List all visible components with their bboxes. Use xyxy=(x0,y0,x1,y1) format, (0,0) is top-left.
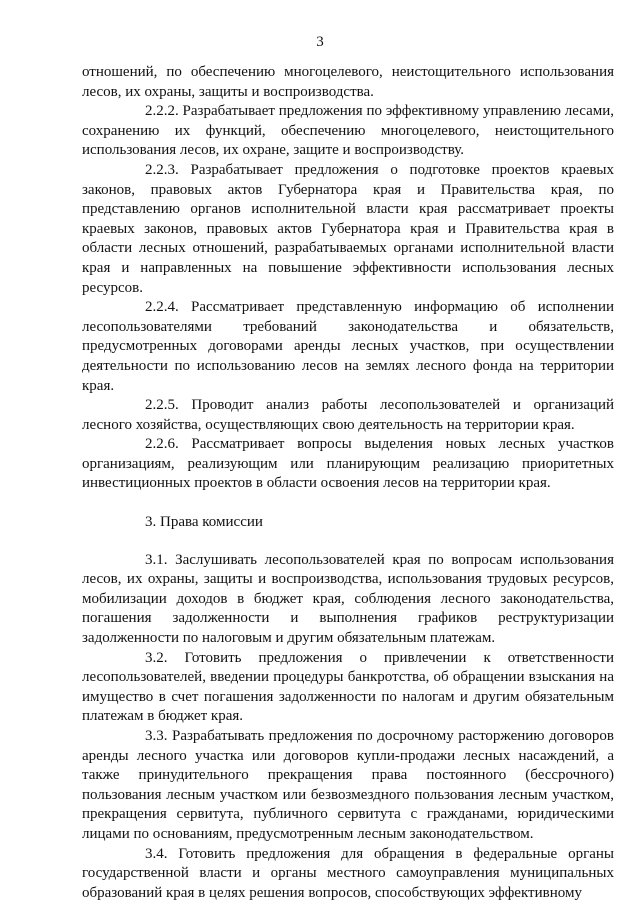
paragraph-3-3: 3.3. Разрабатывать предложения по досрочному расторжению договоров аренды лесного участка или договоров купли-продажи лесных насаждений, а также принудительного прекращения права постоянного (бессрочного) пользования лесным участком или безвозмездного пользования лесным участком, прекращения сервитута, публичного сервитута с гражданами, юридическими лицами по основаниям, предусмотренным лесным законодательством. xyxy=(82,728,614,842)
paragraph-2-2-4: 2.2.4. Рассматривает представленную информацию об исполнении лесопользователями требований законодательства и обязательств, предусмотренных договорами аренды лесных участков, при осуществлении деятельности по использованию лесов на землях лесного фонда на территории края. xyxy=(82,299,614,394)
section-heading: 3. Права комиссии xyxy=(145,514,263,531)
paragraph-2-2-6: 2.2.6. Рассматривает вопросы выделения новых лесных участков организациям, реализующим или планирующим реализацию приоритетных инвестиционных проектов в области освоения лесов на территории края. xyxy=(82,436,614,492)
paragraph-3-4: 3.4. Готовить предложения для обращения в федеральные органы государственной власти и органы местного самоуправления муниципальных образований края в целях решения вопросов, способствующих эффективному xyxy=(82,845,614,901)
paragraph-2-2-2: 2.2.2. Разрабатывает предложения по эффективному управлению лесами, сохранению их функций, обеспечению многоцелевого, неистощительного использования лесов, их охране, защите и воспроизводству. xyxy=(82,103,614,159)
paragraph-3-2: 3.2. Готовить предложения о привлечении к ответственности лесопользователей, введении процедуры банкротства, об обращении взыскания на имущество в счет погашения задолженности по налогам и другим обязательным платежам в бюджет края. xyxy=(82,649,614,725)
paragraph-2-2-3: 2.2.3. Разрабатывает предложения о подготовке проектов краевых законов, правовых актов Губернатора края и Правительства края, по представлению органов исполнительной власти края рассматривает проекты краевых законов, правовых актов Губернатора края и Правительства края в области лесных отношений, разрабатываемых органами исполнительной власти края и направленных на повышение эффективности использования лесных ресурсов. xyxy=(82,161,614,296)
paragraph-3-1: 3.1. Заслушивать лесопользователей края по вопросам использования лесов, их охраны, защиты и воспроизводства, использования трудовых ресурсов, мобилизации доходов в бюджет края, соблюдения лесного законодательства, погашения задолженности и выполнения графиков реструктуризации задолженности по налоговым и другим обязательным платежам. xyxy=(82,551,614,647)
document-body xyxy=(82,63,614,903)
paragraph-continuation: отношений, по обеспечению многоцелевого, неистощительного использования лесов, их охраны, защиты и воспроизводства. xyxy=(82,64,614,100)
page-number: 3 xyxy=(316,34,324,50)
paragraph-2-2-5: 2.2.5. Проводит анализ работы лесопользователей и организаций лесного хозяйства, осуществляющих свою деятельность на территории края. xyxy=(82,397,614,433)
